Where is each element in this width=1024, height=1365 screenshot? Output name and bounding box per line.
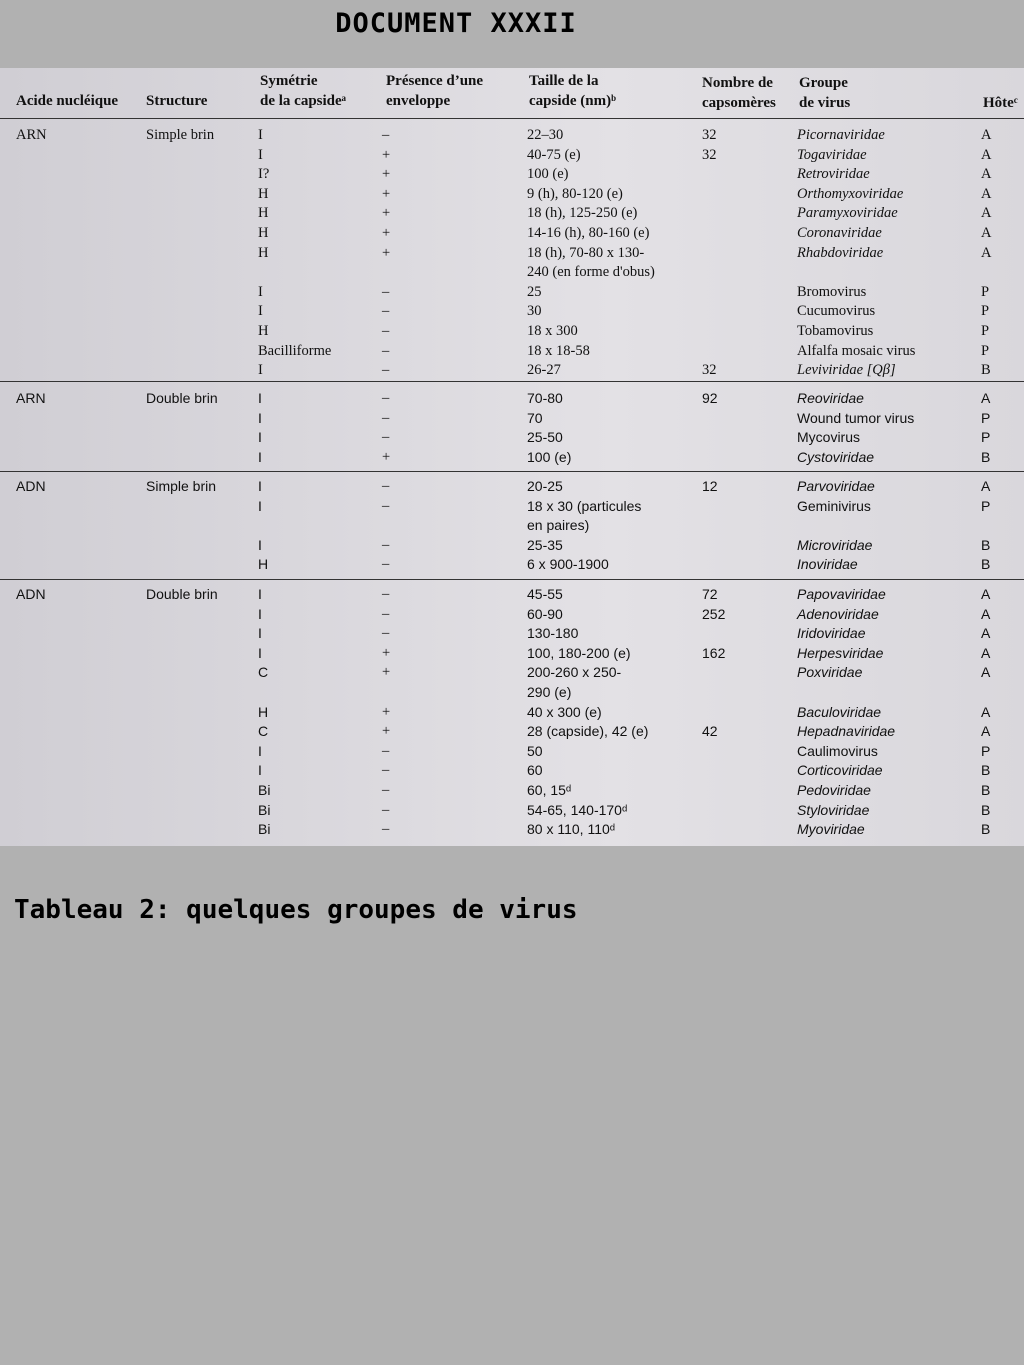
table-cell-host: P: [981, 303, 990, 320]
table-cell-host: A: [981, 205, 992, 222]
table-cell-env: –: [382, 390, 390, 406]
table-cell-group: Papovaviridae: [797, 586, 886, 602]
table-cell-group: Mycovirus: [797, 429, 861, 446]
table-cell-group: Geminivirus: [797, 497, 871, 514]
table-cell-host: P: [981, 323, 990, 339]
table-cell-env: –: [382, 362, 390, 379]
table-cell-group: Corticoviridae: [797, 762, 883, 779]
table-cell-size: 18 x 30 (particules: [527, 497, 642, 514]
table-cell-size: 54-65, 140-170ᵈ: [527, 801, 628, 818]
table-cell-size: 26-27: [527, 362, 561, 379]
table-cell-sym: H: [258, 205, 269, 222]
table-cell-sym: I: [258, 605, 262, 622]
table-cell-host: A: [981, 244, 992, 261]
header-symmetry-1: Symétrie: [260, 73, 318, 89]
table-cell-env: +: [382, 185, 391, 202]
table-cell-host: A: [981, 146, 992, 163]
table-cell-sym: I: [258, 146, 263, 163]
table-cell-caps: 32: [702, 362, 717, 379]
header-capsomers-1: Nombre de: [702, 75, 773, 91]
table-cell-sym: I: [258, 497, 262, 514]
header-envelope-2: enveloppe: [386, 93, 451, 109]
header-structure: Structure: [146, 93, 208, 109]
table-cell-size: 18 (h), 70-80 x 130-: [527, 244, 645, 261]
table-cell-host: P: [981, 742, 991, 759]
table-cell-host: B: [981, 536, 991, 553]
table-cell-sym: I: [258, 625, 262, 642]
header-size-2: capside (nm)ᵇ: [529, 93, 616, 109]
table-cell-group: Wound tumor virus: [797, 409, 915, 426]
table-cell-env: –: [382, 342, 390, 359]
table-cell-host: A: [981, 703, 991, 720]
table-cell-host: A: [981, 390, 991, 406]
table-cell-size: 80 x 110, 110ᵈ: [527, 821, 616, 838]
table-cell-group: Hepadnaviridae: [797, 723, 896, 740]
table-cell-size: 25: [527, 283, 542, 300]
table-cell-group: Paramyxoviridae: [797, 205, 898, 222]
table-cell-sym: H: [258, 244, 269, 261]
table-cell-host: B: [981, 801, 991, 818]
table-cell-sym: I: [258, 478, 262, 494]
table-cell-size: 9 (h), 80-120 (e): [527, 185, 623, 202]
table-cell-host: B: [981, 362, 991, 379]
table-cell-env: –: [382, 586, 390, 602]
table-cell-host: P: [981, 342, 990, 359]
table-cell-sym: I: [258, 127, 263, 143]
table-cell-env: +: [382, 205, 391, 222]
section-structure: Double brin: [146, 390, 218, 406]
table-cell-env: –: [382, 625, 390, 642]
table-cell-env: +: [382, 664, 391, 681]
table-cell-size: 290 (e): [527, 684, 572, 700]
table-cell-sym: I: [258, 390, 262, 406]
document-title: DOCUMENT XXXII: [335, 8, 577, 39]
table-cell-sym: Bi: [258, 782, 271, 798]
table-cell-size: 6 x 900-1900: [527, 556, 609, 573]
table-cell-size: 60, 15ᵈ: [527, 782, 572, 798]
table-cell-sym: C: [258, 664, 269, 681]
table-cell-env: –: [382, 478, 390, 494]
table-cell-host: B: [981, 448, 991, 465]
header-acid: Acide nucléique: [16, 93, 119, 109]
table-cell-env: +: [382, 146, 391, 163]
table-cell-size: 60-90: [527, 605, 563, 622]
table-cell-host: A: [981, 478, 991, 494]
table-cell-group: Rhabdoviridae: [797, 244, 884, 261]
table-cell-sym: I: [258, 586, 262, 602]
table-cell-sym: I: [258, 448, 262, 465]
table-cell-env: +: [382, 723, 391, 740]
table-cell-env: +: [382, 703, 391, 720]
table-cell-caps: 72: [702, 586, 718, 602]
table-cell-size: 25-35: [527, 536, 563, 553]
table-cell-size: 100 (e): [527, 448, 572, 465]
table-cell-sym: I?: [258, 166, 270, 183]
table-cell-env: +: [382, 644, 391, 661]
table-cell-env: –: [382, 283, 390, 300]
table-cell-host: A: [981, 625, 991, 642]
table-cell-host: P: [981, 409, 991, 426]
table-cell-size: 45-55: [527, 586, 563, 602]
table-cell-group: Iridoviridae: [797, 625, 866, 642]
table-cell-size: 200-260 x 250-: [527, 664, 622, 681]
table-cell-group: Myoviridae: [797, 821, 865, 838]
table-cell-group: Tobamovirus: [797, 323, 874, 339]
table-cell-host: A: [981, 723, 991, 740]
table-cell-size: 50: [527, 742, 543, 759]
caption: Tableau 2: quelques groupes de virus: [14, 895, 578, 925]
section-divider: [0, 471, 1024, 472]
table-header: [0, 68, 1024, 119]
table-cell-size: 70: [527, 409, 543, 426]
table-cell-env: +: [382, 225, 391, 241]
table-cell-caps: 252: [702, 605, 726, 622]
table-cell-host: A: [981, 225, 992, 241]
table-cell-group: Baculoviridae: [797, 703, 882, 720]
table-cell-sym: H: [258, 323, 269, 339]
section-acid: ADN: [16, 478, 46, 494]
table-cell-host: B: [981, 762, 991, 779]
table-cell-env: –: [382, 801, 390, 818]
table-cell-sym: I: [258, 742, 262, 759]
header-host: Hôteᶜ: [983, 95, 1018, 111]
table-cell-env: +: [382, 448, 391, 465]
table-cell-size: 25-50: [527, 429, 563, 446]
section-divider: [0, 381, 1024, 382]
table-cell-size: 14-16 (h), 80-160 (e): [527, 225, 650, 241]
header-group-2: de virus: [799, 95, 851, 111]
table-cell-caps: 12: [702, 478, 718, 494]
table-cell-group: Adenoviridae: [797, 605, 879, 622]
table-cell-sym: I: [258, 536, 262, 553]
table-cell-caps: 92: [702, 390, 718, 406]
table-cell-group: Coronaviridae: [797, 225, 882, 241]
table-cell-group: Parvoviridae: [797, 478, 875, 494]
table-cell-sym: I: [258, 644, 262, 661]
table-cell-sym: Bi: [258, 821, 271, 838]
table-cell-caps: 42: [702, 723, 718, 740]
table-cell-group: Reoviridae: [797, 390, 864, 406]
table-cell-caps: 32: [702, 146, 717, 163]
table-cell-sym: H: [258, 556, 269, 573]
table-cell-env: –: [382, 127, 390, 143]
table-cell-group: Herpesviridae: [797, 644, 884, 661]
table-cell-host: P: [981, 497, 991, 514]
table-cell-sym: Bacilliforme: [258, 342, 332, 359]
table-cell-size: 18 x 300: [527, 323, 578, 339]
table-cell-group: Togaviridae: [797, 146, 867, 163]
table-cell-size: 100 (e): [527, 166, 569, 183]
table-cell-host: B: [981, 556, 991, 573]
table-cell-host: A: [981, 185, 992, 202]
section-acid: ARN: [16, 390, 46, 406]
header-capsomers-2: capsomères: [702, 95, 776, 111]
section-acid: ADN: [16, 586, 46, 602]
table-cell-host: B: [981, 821, 991, 838]
header-symmetry-2: de la capsideᵃ: [260, 93, 347, 109]
table-cell-env: –: [382, 762, 390, 779]
table-cell-size: 22–30: [527, 127, 564, 143]
table-cell-size: 40 x 300 (e): [527, 703, 602, 720]
table-cell-env: –: [382, 556, 390, 573]
header-group-1: Groupe: [799, 75, 848, 91]
table-cell-host: A: [981, 586, 991, 602]
table-cell-host: A: [981, 127, 992, 143]
table-cell-size: 40-75 (e): [527, 146, 581, 163]
table-cell-group: Orthomyxoviridae: [797, 185, 904, 202]
table-cell-host: A: [981, 644, 991, 661]
table-cell-env: –: [382, 323, 390, 339]
table-cell-sym: H: [258, 703, 269, 720]
table-cell-env: +: [382, 244, 391, 261]
table-cell-size: 100, 180-200 (e): [527, 644, 631, 661]
table-cell-group: Cucumovirus: [797, 303, 876, 320]
table-cell-sym: I: [258, 283, 263, 300]
table-cell-group: Cystoviridae: [797, 448, 875, 465]
header-size-1: Taille de la: [529, 73, 599, 89]
scanned-table: [0, 68, 1024, 846]
section-acid: ARN: [16, 127, 47, 143]
table-cell-group: Styloviridae: [797, 801, 870, 818]
table-cell-size: 60: [527, 762, 543, 779]
table-cell-sym: H: [258, 225, 269, 241]
table-cell-size: 240 (en forme d'obus): [527, 264, 655, 281]
table-cell-host: A: [981, 664, 991, 681]
table-cell-group: Retroviridae: [797, 166, 870, 183]
section-divider: [0, 579, 1024, 580]
table-cell-env: –: [382, 605, 390, 622]
table-cell-env: –: [382, 409, 390, 426]
table-cell-size: 18 (h), 125-250 (e): [527, 205, 638, 222]
section-structure: Simple brin: [146, 478, 217, 494]
table-cell-env: –: [382, 536, 390, 553]
table-cell-sym: I: [258, 429, 262, 446]
table-cell-group: Bromovirus: [797, 283, 867, 300]
table-cell-env: +: [382, 166, 391, 183]
table-cell-group: Caulimovirus: [797, 742, 878, 759]
table-cell-group: Inoviridae: [797, 556, 858, 573]
table-cell-sym: I: [258, 762, 262, 779]
header-envelope-1: Présence d’une: [386, 73, 484, 89]
table-cell-group: Pedoviridae: [797, 782, 871, 798]
section-structure: Simple brin: [146, 127, 215, 143]
table-cell-env: –: [382, 782, 390, 798]
table-cell-host: P: [981, 283, 990, 300]
table-cell-host: P: [981, 429, 991, 446]
table-cell-env: –: [382, 303, 390, 320]
table-cell-group: Microviridae: [797, 536, 873, 553]
table-cell-host: A: [981, 605, 991, 622]
table-cell-env: –: [382, 821, 390, 838]
table-cell-size: 30: [527, 303, 542, 320]
table-cell-size: 130-180: [527, 625, 579, 642]
table-cell-caps: 32: [702, 127, 717, 143]
table-cell-group: Alfalfa mosaic virus: [797, 342, 916, 359]
table-cell-env: –: [382, 497, 390, 514]
table-cell-host: A: [981, 166, 992, 183]
table-cell-sym: H: [258, 185, 269, 202]
table-cell-group: Leviviridae [Qβ]: [797, 362, 896, 379]
table-cell-caps: 162: [702, 644, 726, 661]
table-cell-sym: Bi: [258, 801, 271, 818]
table-cell-sym: I: [258, 303, 263, 320]
table-cell-sym: C: [258, 723, 269, 740]
table-cell-host: B: [981, 782, 991, 798]
table-cell-size: en paires): [527, 517, 590, 534]
table-cell-group: Picornaviridae: [797, 127, 885, 143]
table-cell-sym: I: [258, 362, 263, 379]
table-cell-group: Poxviridae: [797, 664, 863, 681]
table-cell-size: 70-80: [527, 390, 563, 406]
table-cell-env: –: [382, 742, 390, 759]
section-structure: Double brin: [146, 586, 218, 602]
table-cell-env: –: [382, 429, 390, 446]
table-cell-size: 18 x 18-58: [527, 342, 590, 359]
table-cell-sym: I: [258, 409, 262, 426]
table-cell-size: 20-25: [527, 478, 563, 494]
table-cell-size: 28 (capside), 42 (e): [527, 723, 649, 740]
